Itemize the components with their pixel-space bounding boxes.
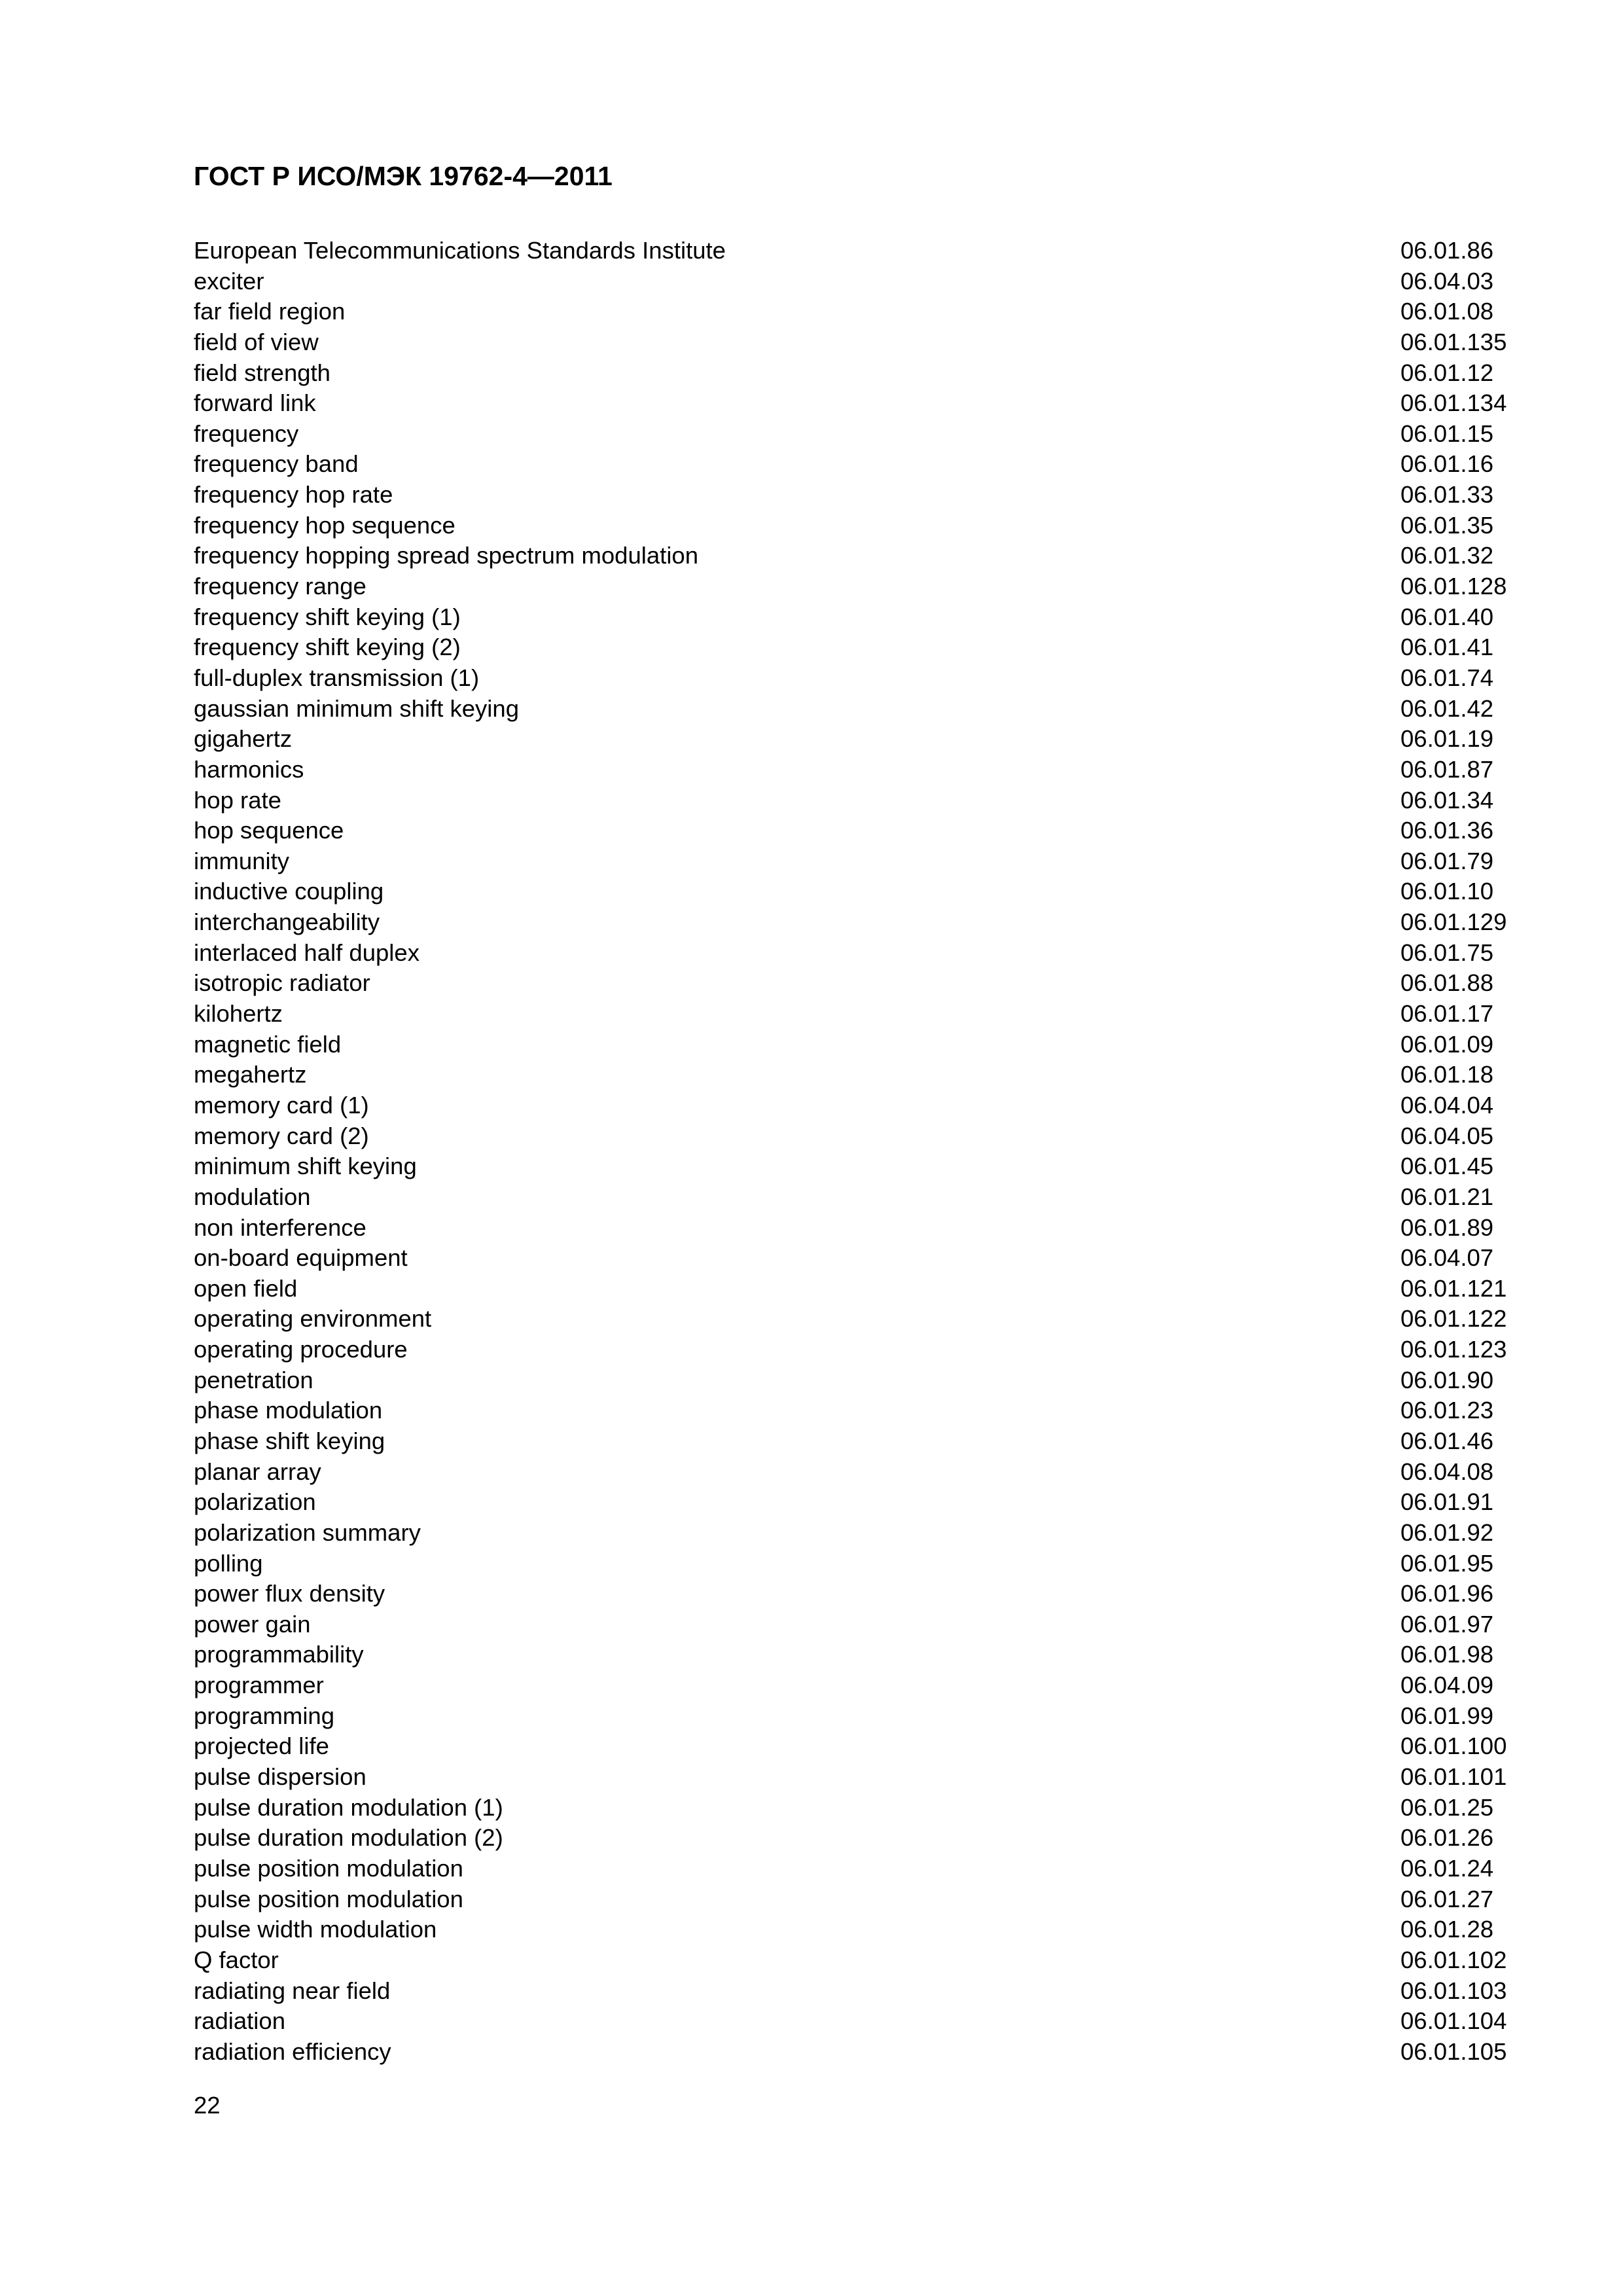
index-code: 06.01.91 xyxy=(1400,1488,1494,1516)
index-term: minimum shift keying xyxy=(194,1153,417,1180)
index-code: 06.01.86 xyxy=(1400,237,1494,264)
index-term: exciter xyxy=(194,267,264,295)
index-code: 06.01.89 xyxy=(1400,1213,1494,1241)
index-term: immunity xyxy=(194,847,290,874)
index-term: polarization xyxy=(194,1488,316,1516)
index-row xyxy=(194,1395,1531,1426)
index-term: on-board equipment xyxy=(194,1244,408,1272)
index-row xyxy=(194,1884,1531,1915)
index-code: 06.01.95 xyxy=(1400,1549,1494,1577)
index-term: radiation xyxy=(194,2007,286,2035)
index-row xyxy=(194,1762,1531,1793)
index-term: radiating near field xyxy=(194,1977,391,2004)
index-row xyxy=(194,1549,1531,1579)
index-term: frequency hop sequence xyxy=(194,511,455,539)
index-row xyxy=(194,907,1531,938)
index-term: operating procedure xyxy=(194,1336,408,1363)
index-row xyxy=(194,1060,1531,1090)
index-row xyxy=(194,1518,1531,1549)
index-term: magnetic field xyxy=(194,1030,342,1058)
index-row xyxy=(194,571,1531,602)
index-code: 06.01.32 xyxy=(1400,542,1494,569)
index-term: gigahertz xyxy=(194,725,293,753)
index-code: 06.04.07 xyxy=(1400,1244,1494,1272)
index-code: 06.01.40 xyxy=(1400,603,1494,630)
index-row xyxy=(194,511,1531,541)
index-code: 06.01.34 xyxy=(1400,786,1494,814)
index-row xyxy=(194,1457,1531,1488)
index-row xyxy=(194,632,1531,663)
index-term: frequency range xyxy=(194,573,366,600)
index-row xyxy=(194,999,1531,1030)
index-code: 06.01.24 xyxy=(1400,1854,1494,1882)
index-code: 06.01.74 xyxy=(1400,664,1494,691)
index-term: pulse duration modulation (1) xyxy=(194,1793,503,1821)
index-row xyxy=(194,449,1531,480)
index-term: penetration xyxy=(194,1366,313,1393)
index-row xyxy=(194,1640,1531,1670)
index-code: 06.04.04 xyxy=(1400,1091,1494,1119)
index-row xyxy=(194,663,1531,694)
index-row xyxy=(194,1090,1531,1121)
index-code: 06.01.41 xyxy=(1400,634,1494,661)
index-row xyxy=(194,1945,1531,1976)
document-header: ГОСТ Р ИСО/МЭК 19762-4—2011 xyxy=(194,161,613,191)
index-term: Q factor xyxy=(194,1946,279,1973)
index-row xyxy=(194,602,1531,633)
index-term: memory card (2) xyxy=(194,1122,369,1149)
index-term: frequency shift keying (2) xyxy=(194,634,461,661)
index-term: radiation efficiency xyxy=(194,2037,391,2065)
index-code: 06.01.19 xyxy=(1400,725,1494,753)
index-row xyxy=(194,724,1531,755)
index-code: 06.01.128 xyxy=(1400,573,1507,600)
index-term: megahertz xyxy=(194,1061,307,1088)
index-code: 06.01.122 xyxy=(1400,1305,1507,1333)
index-code: 06.04.09 xyxy=(1400,1672,1494,1699)
index-term: phase modulation xyxy=(194,1397,383,1424)
index-term: modulation xyxy=(194,1183,311,1210)
index-term: programmer xyxy=(194,1672,324,1699)
index-code: 06.01.103 xyxy=(1400,1977,1507,2004)
index-row xyxy=(194,266,1531,297)
index-term: frequency xyxy=(194,420,299,447)
index-row xyxy=(194,327,1531,358)
index-term: hop sequence xyxy=(194,817,344,844)
index-code: 06.01.98 xyxy=(1400,1641,1494,1668)
index-row xyxy=(194,1823,1531,1854)
index-term: non interference xyxy=(194,1213,366,1241)
index-term: projected life xyxy=(194,1732,329,1760)
index-row xyxy=(194,236,1531,266)
index-code: 06.01.79 xyxy=(1400,847,1494,874)
index-row xyxy=(194,1243,1531,1274)
index-term: operating environment xyxy=(194,1305,432,1333)
index-term: field strength xyxy=(194,359,330,386)
index-term: pulse dispersion xyxy=(194,1763,366,1791)
index-row xyxy=(194,2037,1531,2068)
index-row xyxy=(194,1182,1531,1213)
index-code: 06.01.135 xyxy=(1400,328,1507,355)
index-term: far field region xyxy=(194,298,346,325)
index-code: 06.01.121 xyxy=(1400,1274,1507,1302)
index-row xyxy=(194,1701,1531,1732)
index-term: gaussian minimum shift keying xyxy=(194,694,520,722)
index-term: programming xyxy=(194,1702,335,1729)
index-code: 06.01.129 xyxy=(1400,908,1507,936)
index-row xyxy=(194,1854,1531,1884)
index-code: 06.01.101 xyxy=(1400,1763,1507,1791)
index-term: programmability xyxy=(194,1641,364,1668)
index-row xyxy=(194,1151,1531,1182)
index-code: 06.01.96 xyxy=(1400,1580,1494,1607)
index-row xyxy=(194,876,1531,907)
index-term: pulse duration modulation (2) xyxy=(194,1824,503,1852)
index-code: 06.01.18 xyxy=(1400,1061,1494,1088)
index-code: 06.01.21 xyxy=(1400,1183,1494,1210)
index-code: 06.01.42 xyxy=(1400,694,1494,722)
index-row xyxy=(194,1274,1531,1304)
index-row xyxy=(194,1304,1531,1335)
index-row xyxy=(194,816,1531,846)
index-code: 06.01.36 xyxy=(1400,817,1494,844)
index-code: 06.01.102 xyxy=(1400,1946,1507,1973)
index-code: 06.01.17 xyxy=(1400,1000,1494,1028)
index-code: 06.01.46 xyxy=(1400,1427,1494,1454)
index-row xyxy=(194,480,1531,511)
index-code: 06.01.123 xyxy=(1400,1336,1507,1363)
index-row xyxy=(194,846,1531,877)
index-row xyxy=(194,1976,1531,2007)
index-code: 06.01.100 xyxy=(1400,1732,1507,1760)
index-row xyxy=(194,419,1531,450)
index-code: 06.01.12 xyxy=(1400,359,1494,386)
index-term: pulse position modulation xyxy=(194,1854,463,1882)
index-term: forward link xyxy=(194,389,316,417)
index-row xyxy=(194,1121,1531,1152)
index-term: hop rate xyxy=(194,786,281,814)
index-row xyxy=(194,1579,1531,1609)
index-code: 06.01.99 xyxy=(1400,1702,1494,1729)
index-row xyxy=(194,1609,1531,1640)
index-code: 06.01.33 xyxy=(1400,481,1494,509)
index-term: harmonics xyxy=(194,755,304,783)
index-code: 06.04.03 xyxy=(1400,267,1494,295)
index-term: phase shift keying xyxy=(194,1427,385,1454)
index-code: 06.01.27 xyxy=(1400,1885,1494,1912)
index-code: 06.01.75 xyxy=(1400,939,1494,966)
index-row xyxy=(194,1487,1531,1518)
index-code: 06.01.28 xyxy=(1400,1916,1494,1943)
index-row xyxy=(194,1335,1531,1365)
index-term: frequency hopping spread spectrum modulation xyxy=(194,542,699,569)
index-code: 06.01.10 xyxy=(1400,878,1494,905)
index-term: isotropic radiator xyxy=(194,969,370,997)
index-row xyxy=(194,1914,1531,1945)
index-term: polarization summary xyxy=(194,1518,421,1546)
index-term: pulse width modulation xyxy=(194,1916,437,1943)
index-code: 06.01.08 xyxy=(1400,298,1494,325)
index-term: frequency shift keying (1) xyxy=(194,603,461,630)
index-term: frequency hop rate xyxy=(194,481,393,509)
index-code: 06.04.08 xyxy=(1400,1458,1494,1485)
index-code: 06.01.87 xyxy=(1400,755,1494,783)
index-row xyxy=(194,785,1531,816)
index-code: 06.01.134 xyxy=(1400,389,1507,417)
index-term: kilohertz xyxy=(194,1000,283,1028)
index-row xyxy=(194,1731,1531,1762)
index-term: interlaced half duplex xyxy=(194,939,419,966)
index-row xyxy=(194,1793,1531,1823)
index-term: interchangeability xyxy=(194,908,380,936)
index-code: 06.01.16 xyxy=(1400,450,1494,478)
index-term: full-duplex transmission (1) xyxy=(194,664,480,691)
index-term: memory card (1) xyxy=(194,1091,369,1119)
index-term: European Telecommunications Standards Institute xyxy=(194,237,726,264)
index-term: open field xyxy=(194,1274,298,1302)
index-code: 06.01.92 xyxy=(1400,1518,1494,1546)
index-row xyxy=(194,1030,1531,1060)
index-row xyxy=(194,541,1531,571)
index-code: 06.01.35 xyxy=(1400,511,1494,539)
index-term: polling xyxy=(194,1549,263,1577)
index-term: field of view xyxy=(194,328,319,355)
term-index-list xyxy=(194,236,1531,2067)
index-row xyxy=(194,755,1531,785)
index-code: 06.01.97 xyxy=(1400,1610,1494,1638)
index-row xyxy=(194,1426,1531,1457)
index-row xyxy=(194,1670,1531,1701)
index-row xyxy=(194,968,1531,999)
index-term: power flux density xyxy=(194,1580,385,1607)
index-code: 06.01.26 xyxy=(1400,1824,1494,1852)
index-row xyxy=(194,938,1531,969)
index-term: frequency band xyxy=(194,450,359,478)
index-code: 06.01.09 xyxy=(1400,1030,1494,1058)
index-code: 06.01.25 xyxy=(1400,1793,1494,1821)
index-code: 06.01.23 xyxy=(1400,1397,1494,1424)
page-number: 22 xyxy=(194,2092,221,2119)
index-row xyxy=(194,2006,1531,2037)
index-term: pulse position modulation xyxy=(194,1885,463,1912)
index-row xyxy=(194,694,1531,725)
index-row xyxy=(194,1365,1531,1396)
index-row xyxy=(194,388,1531,419)
index-code: 06.01.88 xyxy=(1400,969,1494,997)
index-code: 06.01.15 xyxy=(1400,420,1494,447)
index-code: 06.01.45 xyxy=(1400,1153,1494,1180)
index-code: 06.01.104 xyxy=(1400,2007,1507,2035)
index-term: inductive coupling xyxy=(194,878,384,905)
index-term: planar array xyxy=(194,1458,321,1485)
index-term: power gain xyxy=(194,1610,311,1638)
index-code: 06.01.105 xyxy=(1400,2037,1507,2065)
index-row xyxy=(194,1213,1531,1244)
index-code: 06.01.90 xyxy=(1400,1366,1494,1393)
index-row xyxy=(194,296,1531,327)
index-row xyxy=(194,358,1531,389)
index-code: 06.04.05 xyxy=(1400,1122,1494,1149)
